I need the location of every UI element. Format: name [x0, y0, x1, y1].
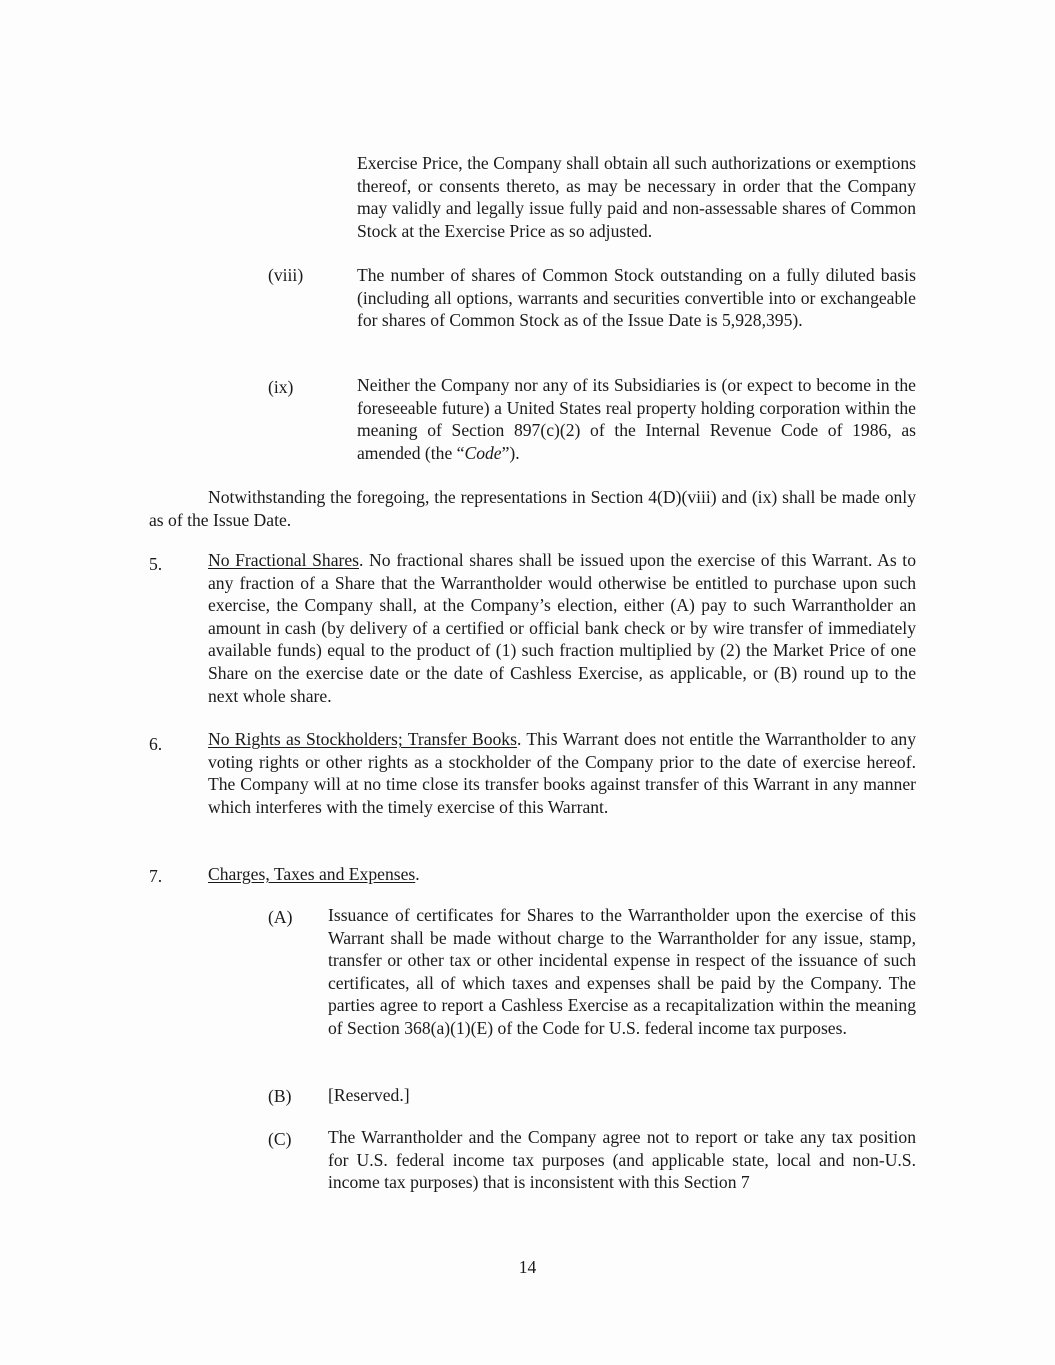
- section-5-heading: No Fractional Shares: [208, 550, 360, 570]
- item-viii-text: The number of shares of Common Stock outstanding on a fully diluted basis (including all options, warrants and securities convertible into or exchangeable for shares of Common Stock as of the Issue Date is 5,928,395).: [357, 265, 916, 331]
- section-7-heading-line: [208, 863, 916, 886]
- item-viii-marker: (viii): [268, 265, 304, 285]
- section-5-text: No fractional shares shall be issued upon the exercise of this Warrant. As to any fraction of a Share that the Warrantholder would otherwise be entitled to purchase upon such exercise, the Company shall, at the Company’s election, either (A) pay to such Warrantholder an amount in cash (by delivery of a certified or official bank check or by wire transfer of immediately available funds) equal to the product of (1) such fraction multiplied by (2) the Market Price of one Share on the exercise date or the date of Cashless Exercise, as applicable, or (B) round up to the next whole share.: [208, 550, 916, 706]
- notwithstanding-paragraph: Notwithstanding the foregoing, the representations in Section 4(D)(viii) and (ix) shall be made only as of the Issue Date.: [149, 487, 916, 530]
- section-7-number: 7.: [149, 866, 163, 886]
- section-5-heading-punct: .: [359, 550, 364, 570]
- item-ix-text-before: Neither the Company nor any of its Subsidiaries is (or expect to become in the foreseeable future) a United States real property holding corporation within the meaning of Section 897(c)(2) of the Internal Revenue Code of 1986, as amended (the “: [357, 375, 916, 463]
- section-7-heading: Charges, Taxes and Expenses: [208, 864, 416, 884]
- section-6-heading-punct: .: [516, 729, 522, 749]
- code-defined-term: Code: [464, 442, 502, 463]
- item-b-marker: (B): [268, 1086, 292, 1106]
- section-6-heading: No Rights as Stockholders; Transfer Books: [208, 729, 517, 749]
- page-number: 14: [518, 1257, 537, 1277]
- section-6-body: [208, 728, 916, 818]
- item-ix-marker: (ix): [268, 377, 294, 397]
- section-7-heading-punct: .: [415, 864, 420, 884]
- item-c-marker: (C): [268, 1129, 292, 1149]
- item-a-marker: (A): [268, 907, 293, 927]
- section-5-body: [208, 549, 916, 707]
- item-b-text: [Reserved.]: [328, 1085, 410, 1105]
- section-5-number: 5.: [149, 554, 163, 574]
- item-ix-text: [357, 374, 916, 464]
- carryover-paragraph: Exercise Price, the Company shall obtain all such authorizations or exemptions thereof, or consents thereto, as may be necessary in order that the Company may validly and legally issue fully paid and non-assessable shares of Common Stock at the Exercise Price as so adjusted.: [357, 153, 916, 241]
- item-a-text: Issuance of certificates for Shares to the Warrantholder upon the exercise of this Warrant shall be made without charge to the Warrantholder for any issue, stamp, transfer or other tax or other incidental expense in respect of the issuance of such certificates, all of which taxes and expenses shall be paid by the Company. The parties agree to report a Cashless Exercise as a recapitalization within the meaning of Section 368(a)(1)(E) of the Code for U.S. federal income tax purposes.: [328, 905, 916, 1038]
- section-6-number: 6.: [149, 734, 163, 754]
- item-c-text: The Warrantholder and the Company agree not to report or take any tax position for U.S. federal income tax purposes (and applicable state, local and non-U.S. income tax purposes) that is inconsistent with this Section 7: [328, 1127, 916, 1193]
- item-ix-text-after: ”).: [501, 442, 520, 463]
- section-6-text: This Warrant does not entitle the Warrantholder to any voting rights or other rights as a stockholder of the Company prior to the date of exercise hereof. The Company will at no time close its transfer books against transfer of this Warrant in any manner which interferes with the timely exercise of this Warrant.: [208, 729, 917, 817]
